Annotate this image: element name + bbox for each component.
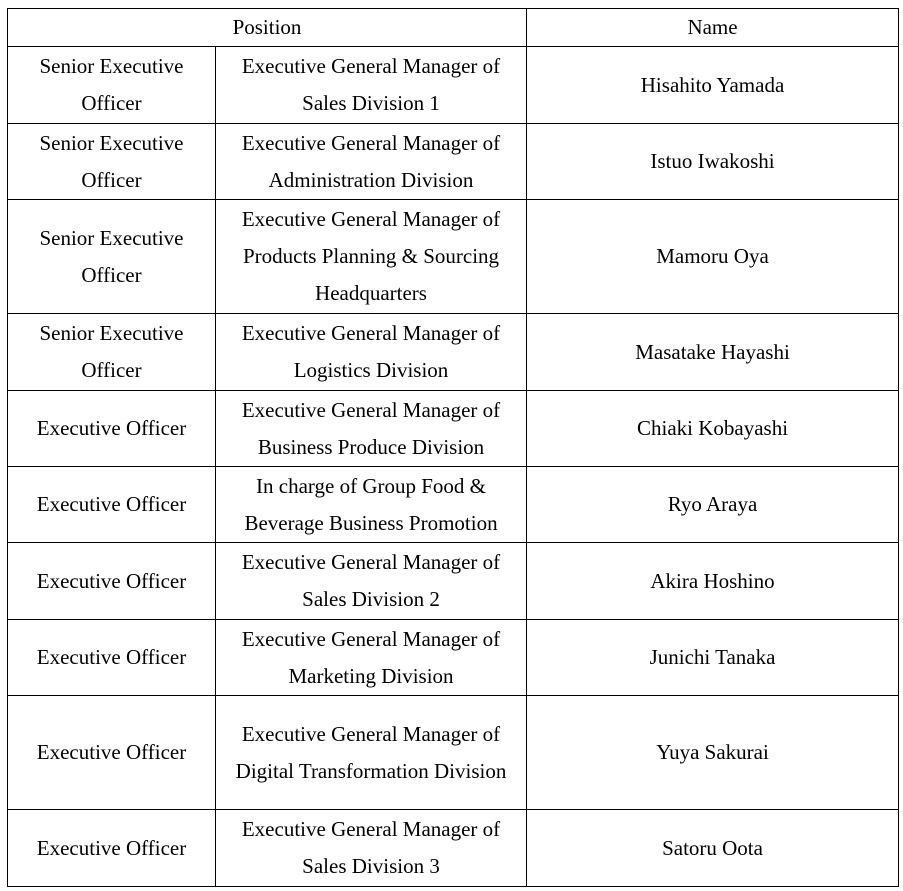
name-cell: Satoru Oota (527, 810, 899, 887)
role-cell: Executive General Manager of Sales Division 1 (216, 47, 527, 124)
table-row (8, 47, 899, 124)
officers-table (7, 8, 899, 887)
table-row (8, 620, 899, 696)
role-cell: Executive General Manager of Logistics Division (216, 314, 527, 391)
name-cell: Mamoru Oya (527, 200, 899, 314)
name-cell: Masatake Hayashi (527, 314, 899, 391)
rank-cell: Senior Executive Officer (8, 314, 216, 391)
rank-cell: Executive Officer (8, 543, 216, 620)
rank-cell: Executive Officer (8, 620, 216, 696)
role-cell: Executive General Manager of Sales Division 2 (216, 543, 527, 620)
name-cell: Ryo Araya (527, 467, 899, 543)
rank-cell: Senior Executive Officer (8, 47, 216, 124)
role-cell: Executive General Manager of Sales Division 3 (216, 810, 527, 887)
header-row (8, 9, 899, 47)
role-cell: Executive General Manager of Administration Division (216, 124, 527, 200)
role-cell: Executive General Manager of Products Planning & Sourcing Headquarters (216, 200, 527, 314)
table-row (8, 467, 899, 543)
name-cell: Hisahito Yamada (527, 47, 899, 124)
name-cell: Chiaki Kobayashi (527, 391, 899, 467)
name-cell: Yuya Sakurai (527, 696, 899, 810)
role-cell: Executive General Manager of Business Produce Division (216, 391, 527, 467)
role-cell: Executive General Manager of Digital Transformation Division (216, 696, 527, 810)
table-row (8, 200, 899, 314)
name-cell: Istuo Iwakoshi (527, 124, 899, 200)
rank-cell: Executive Officer (8, 810, 216, 887)
table-row (8, 314, 899, 391)
table-row (8, 696, 899, 810)
name-header: Name (527, 9, 899, 47)
position-header: Position (8, 9, 527, 47)
name-cell: Junichi Tanaka (527, 620, 899, 696)
table-row (8, 543, 899, 620)
role-cell: In charge of Group Food & Beverage Business Promotion (216, 467, 527, 543)
table-row (8, 391, 899, 467)
rank-cell: Executive Officer (8, 696, 216, 810)
table-row (8, 124, 899, 200)
rank-cell: Executive Officer (8, 391, 216, 467)
rank-cell: Executive Officer (8, 467, 216, 543)
table-row (8, 810, 899, 887)
name-cell: Akira Hoshino (527, 543, 899, 620)
role-cell: Executive General Manager of Marketing Division (216, 620, 527, 696)
rank-cell: Senior Executive Officer (8, 124, 216, 200)
rank-cell: Senior Executive Officer (8, 200, 216, 314)
